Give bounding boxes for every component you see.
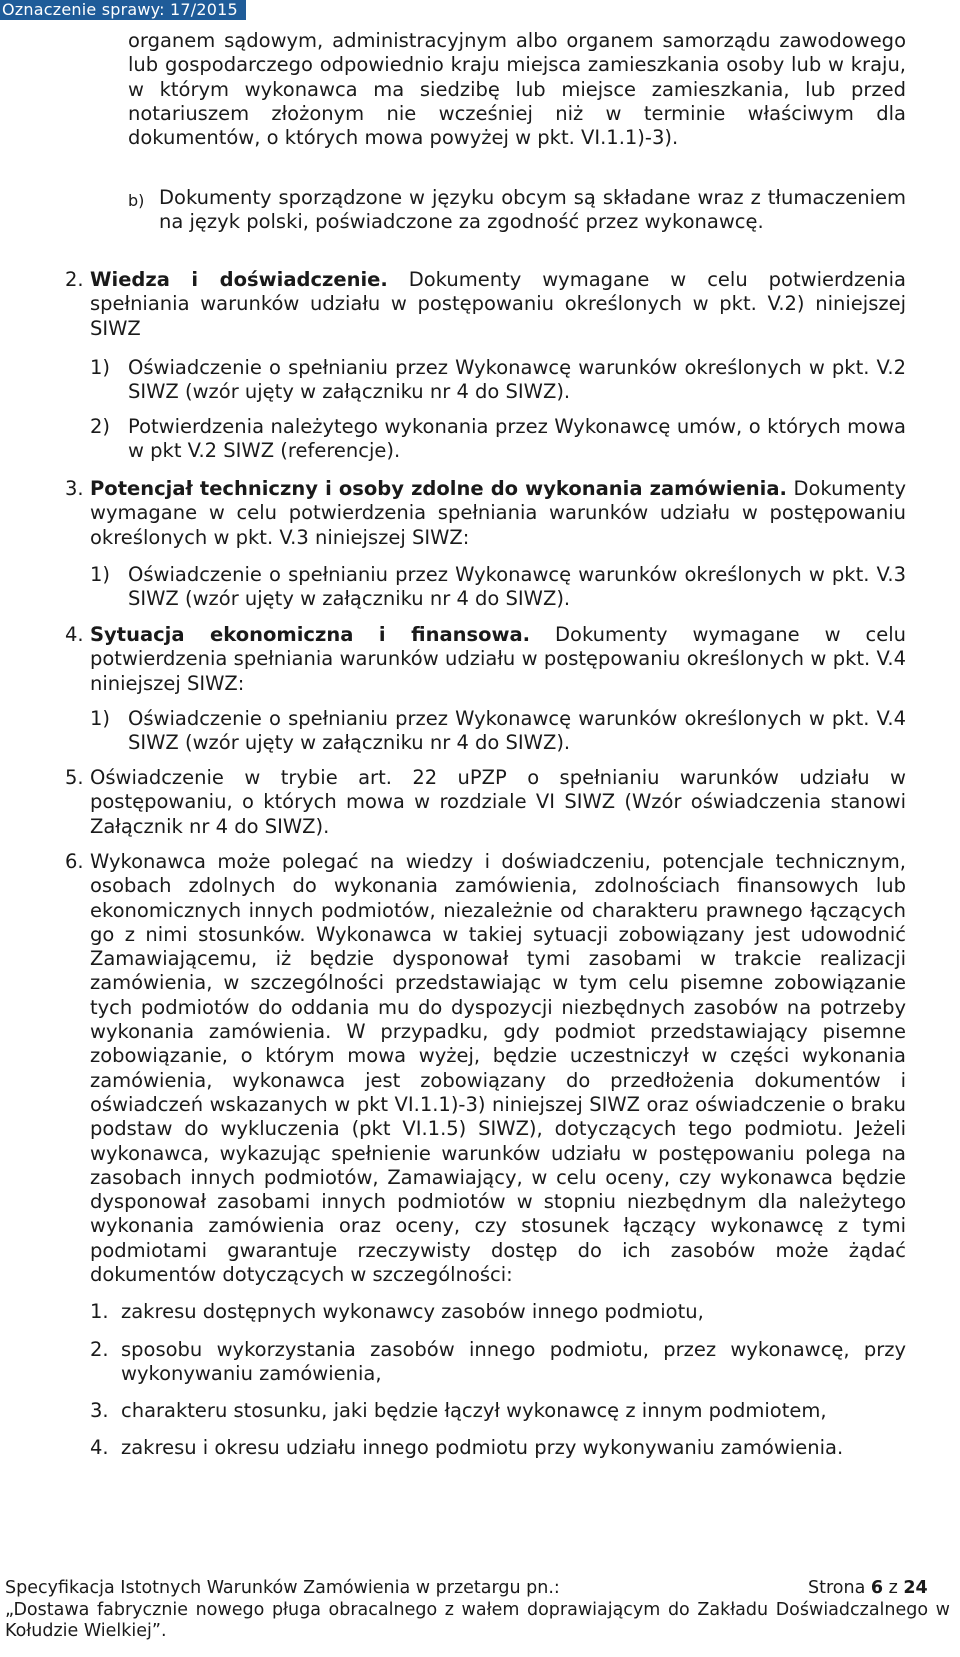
item-4-heading: Sytuacja ekonomiczna i finansowa.	[90, 623, 531, 646]
case-number-header: Oznaczenie sprawy: 17/2015	[0, 0, 246, 20]
item-4-marker: 4.	[65, 623, 84, 646]
item-5-text: Oświadczenie w trybie art. 22 uPZP o spełnianiu warunków udziału w postępowaniu, o których mowa w rozdziale VI SIWZ (Wzór oświadczenia stanowi Załącznik nr 4 do SIWZ).	[90, 766, 906, 838]
item-b-text: Dokumenty sporządzone w języku obcym są składane wraz z tłumaczeniem na język polski, poświadczone za zgodność przez wykonawcę.	[159, 186, 906, 234]
page-current: 6	[870, 1578, 884, 1598]
item-2-text: Dokumenty wymagane w celu potwierdzenia spełniania warunków udziału w postępowaniu określonych w pkt. V.2) niniejszej SIWZ	[90, 268, 906, 340]
item-2-2-marker: 2)	[90, 415, 111, 438]
item-3-text: Dokumenty wymagane w celu potwierdzenia spełniania warunków udziału w postępowaniu określonych w pkt. V.3 niniejszej SIWZ:	[90, 477, 906, 549]
item-6-1-text: zakresu dostępnych wykonawcy zasobów innego podmiotu,	[121, 1300, 704, 1323]
item-6-marker: 6.	[65, 850, 84, 873]
item-3-heading: Potencjał techniczny i osoby zdolne do wykonania zamówienia.	[90, 477, 787, 500]
page-separator: z	[883, 1578, 904, 1598]
footer-project-title: „Dostawa fabrycznie nowego pługa obracalnego z wałem doprawiającym do Zakładu Doświadczalnego w Kołudzie Wielkiej”.	[5, 1600, 950, 1641]
item-2-2-text: Potwierdzenia należytego wykonania przez Wykonawcę umów, o których mowa w pkt V.2 SIWZ (referencje).	[128, 415, 906, 463]
item-3-paragraph	[90, 477, 906, 550]
item-6-3-marker: 3.	[90, 1399, 109, 1422]
item-4-paragraph	[90, 623, 906, 696]
item-6-text: Wykonawca może polegać na wiedzy i doświadczeniu, potencjale technicznym, osobach zdolnych do wykonania zamówienia, zdolnościach finansowych lub ekonomicznych innych podmiotów, niezależnie od charakteru prawnego łączących go z nimi stosunków. Wykonawca w takiej sytuacji zobowiązany jest udowodnić Zamawiającemu, iż będzie dysponował tymi zasobami w trakcie realizacji zamówienia, w szczególności przedstawiając w tym celu pisemne zobowiązanie tych podmiotów do oddania mu do dyspozycji niezbędnych zasobów na potrzeby wykonania zamówienia. W przypadku, gdy podmiot przedstawiający pisemne zobowiązanie, o którym mowa wyżej, będzie uczestniczył w części wykonania zamówienia, wykonawca jest zobowiązany do przedłożenia dokumentów i oświadczeń wskazanych w pkt VI.1.1)-3) niniejszej SIWZ oraz oświadczenie o braku podstaw do wykluczenia (pkt VI.1.5) SIWZ), dotyczących tego podmiotu. Jeżeli wykonawca, wykazując spełnienie warunków udziału w postępowaniu polega na zasobach innych podmiotów, Zamawiający, w celu oceny, czy wykonawca będzie dysponował zasobami innych podmiotów w stopniu niezbędnym dla należytego wykonania zamówienia oraz oceny, czy stosunek łączący wykonawcę z tymi podmiotami gwarantuje rzeczywisty dostęp do ich zasobów może żądać dokumentów dotyczących w szczególności:	[90, 850, 906, 1287]
page-number	[808, 1578, 928, 1599]
item-4-text: Dokumenty wymagane w celu potwierdzenia spełniania warunków udziału w postępowaniu określonych w pkt. V.4 niniejszej SIWZ:	[90, 623, 906, 695]
item-6-1-marker: 1.	[90, 1300, 109, 1323]
item-6-2-text: sposobu wykorzystania zasobów innego podmiotu, przez wykonawcę, przy wykonywaniu zamówienia,	[121, 1338, 906, 1386]
item-4-1-text: Oświadczenie o spełnianiu przez Wykonawcę warunków określonych w pkt. V.4 SIWZ (wzór ujęty w załączniku nr 4 do SIWZ).	[128, 707, 906, 755]
item-2-heading: Wiedza i doświadczenie.	[90, 268, 388, 291]
item-6-4-text: zakresu i okresu udziału innego podmiotu przy wykonywaniu zamówienia.	[121, 1436, 844, 1459]
item-4-1-marker: 1)	[90, 707, 111, 730]
item-6-2-marker: 2.	[90, 1338, 109, 1361]
footer-document-title: Specyfikacja Istotnych Warunków Zamówienia w przetargu pn.:	[5, 1578, 560, 1598]
item-6-4-marker: 4.	[90, 1436, 109, 1459]
item-5-marker: 5.	[65, 766, 84, 789]
page-label: Strona	[808, 1578, 871, 1598]
item-3-marker: 3.	[65, 477, 84, 500]
page-total: 24	[903, 1578, 928, 1598]
item-2-1-text: Oświadczenie o spełnianiu przez Wykonawcę warunków określonych w pkt. V.2 SIWZ (wzór ujęty w załączniku nr 4 do SIWZ).	[128, 356, 906, 404]
item-b-marker: b)	[128, 191, 145, 210]
item-2-marker: 2.	[65, 268, 84, 291]
item-3-1-marker: 1)	[90, 563, 111, 586]
item-3-1-text: Oświadczenie o spełnianiu przez Wykonawcę warunków określonych w pkt. V.3 SIWZ (wzór ujęty w załączniku nr 4 do SIWZ).	[128, 563, 906, 611]
item-2-1-marker: 1)	[90, 356, 111, 379]
item-6-3-text: charakteru stosunku, jaki będzie łączył wykonawcę z innym podmiotem,	[121, 1399, 827, 1422]
item-2-paragraph	[90, 268, 906, 341]
continuation-paragraph: organem sądowym, administracyjnym albo organem samorządu zawodowego lub gospodarczego odpowiednio kraju miejsca zamieszkania osoby lub w kraju, w którym wykonawca ma siedzibę lub miejsce zamieszkania, lub przed notariuszem złożonym nie wcześniej niż w terminie właściwym dla dokumentów, o których mowa powyżej w pkt. VI.1.1)-3).	[128, 29, 906, 150]
